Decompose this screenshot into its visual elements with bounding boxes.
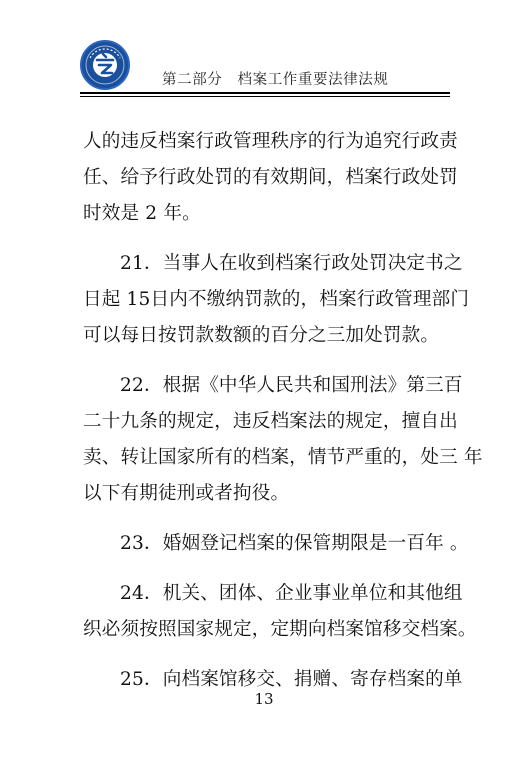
page-header-title: 第二部分 档案工作重要法律法规 bbox=[162, 72, 389, 88]
seal-graphic bbox=[82, 42, 132, 92]
text-line: 日起 15日内不缴纳罚款的，档案行政管理部门 bbox=[83, 289, 470, 310]
text-line: 25．向档案馆移交、捐赠、寄存档案的单 bbox=[120, 669, 463, 690]
university-seal-icon bbox=[80, 40, 130, 90]
page-header bbox=[80, 40, 450, 98]
text-line: 织必须按照国家规定，定期向档案馆移交档案。 bbox=[83, 619, 477, 640]
text-line: 卖、转让国家所有的档案，情节严重的，处三 年 bbox=[83, 447, 483, 468]
text-line: 可以每日按罚款数额的百分之三加处罚款。 bbox=[83, 325, 440, 346]
text-line: 二十九条的规定，违反档案法的规定，擅自出 bbox=[83, 411, 458, 432]
document-body bbox=[83, 124, 483, 698]
page-number: 13 bbox=[254, 690, 274, 708]
header-rule-thin bbox=[80, 96, 450, 97]
text-line: 21．当事人在收到档案行政处罚决定书之 bbox=[120, 253, 463, 274]
text-line: 22．根据《中华人民共和国刑法》第三百 bbox=[120, 375, 463, 396]
text-line: 23．婚姻登记档案的保管期限是一百年 。 bbox=[120, 533, 469, 554]
text-line: 时效是 2 年。 bbox=[83, 203, 201, 224]
text-line: 以下有期徒刑或者拘役。 bbox=[83, 483, 290, 504]
header-rule-thick bbox=[80, 92, 450, 94]
text-line: 人的违反档案行政管理秩序的行为追究行政责 bbox=[83, 131, 458, 152]
text-line: 任、给予行政处罚的有效期间，档案行政处罚 bbox=[83, 167, 458, 188]
text-line: 24．机关、团体、企业事业单位和其他组 bbox=[120, 583, 463, 604]
